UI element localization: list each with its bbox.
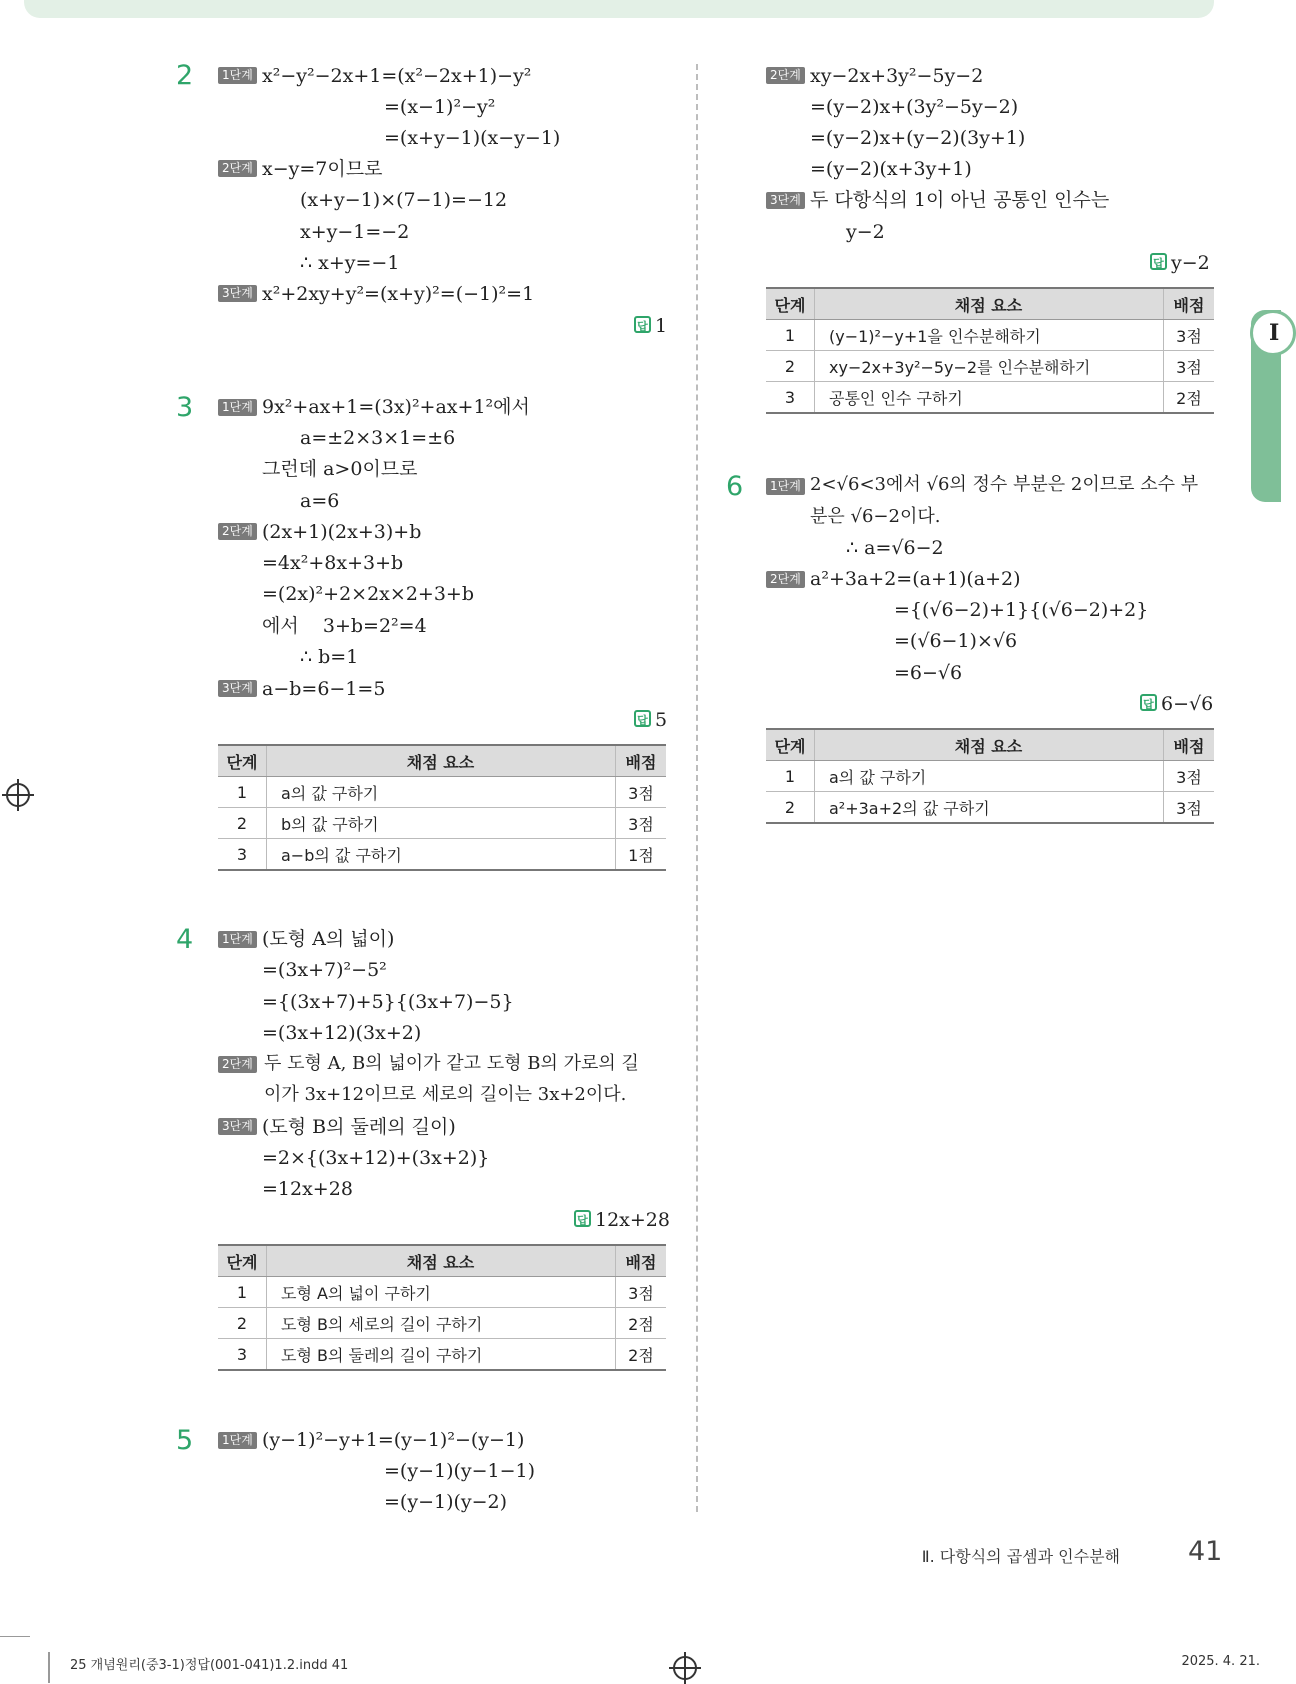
cell-criteria: a−b의 값 구하기: [267, 839, 616, 871]
registration-mark-icon: [673, 1656, 697, 1680]
answer-value: 5: [655, 709, 668, 731]
scoring-table: [766, 728, 1214, 824]
problem-number: 6: [726, 471, 744, 502]
answer: [634, 708, 667, 732]
table-row: [218, 777, 666, 808]
header-step: 단계: [766, 288, 815, 320]
header-step: 단계: [218, 745, 267, 777]
cell-points: 2점: [616, 1339, 667, 1371]
problem-number: 4: [176, 924, 194, 955]
header-points: 배점: [1164, 729, 1215, 761]
solution-line: =(3x+7)²−5²: [262, 959, 387, 981]
answer-value: y−2: [1171, 252, 1210, 274]
table-row: [766, 761, 1214, 792]
cell-criteria: a²+3a+2의 값 구하기: [815, 792, 1164, 824]
table-row: [218, 1339, 666, 1371]
cell-points: 3점: [616, 808, 667, 839]
table-row: [766, 320, 1214, 351]
solution-line: (도형 A의 넓이): [262, 928, 395, 950]
cell-step: 2: [218, 1308, 267, 1339]
header-criteria: 채점 요소: [267, 745, 616, 777]
print-slug-filename: 25 개념원리(중3-1)정답(001-041)1.2.indd 41: [70, 1658, 349, 1673]
header-step: 단계: [766, 729, 815, 761]
solution-line: =2×{(3x+12)+(3x+2)}: [262, 1147, 490, 1169]
cell-criteria: 도형 B의 세로의 길이 구하기: [267, 1308, 616, 1339]
step-badge: 2단계: [766, 571, 805, 588]
solution-line: x−y=7이므로: [262, 158, 383, 180]
solution-line: =(y−1)(y−1−1): [384, 1460, 536, 1482]
scoring-table: [766, 287, 1214, 414]
footer-section-title: Ⅱ. 다항식의 곱셈과 인수분해: [921, 1547, 1120, 1566]
cell-points: 3점: [1164, 320, 1215, 351]
header-step: 단계: [218, 1245, 267, 1277]
cell-step: 2: [766, 351, 815, 382]
header-criteria: 채점 요소: [815, 729, 1164, 761]
step-badge: 1단계: [218, 67, 257, 84]
solution-line: xy−2x+3y²−5y−2: [810, 65, 984, 87]
cell-step: 2: [218, 808, 267, 839]
step-badge: 3단계: [218, 1118, 257, 1135]
step-badge: 3단계: [218, 680, 257, 697]
table-row: [766, 351, 1214, 382]
solution-line: a²+3a+2=(a+1)(a+2): [810, 568, 1021, 590]
cell-criteria: a의 값 구하기: [267, 777, 616, 808]
answer-value: 6−√6: [1161, 693, 1214, 715]
step-badge: 1단계: [766, 478, 805, 495]
scoring-table: [218, 1244, 666, 1371]
answer-icon: 답: [634, 316, 651, 333]
solution-line: a=6: [300, 490, 340, 512]
cell-criteria: 도형 A의 넓이 구하기: [267, 1277, 616, 1308]
cell-step: 1: [218, 1277, 267, 1308]
cell-criteria: a의 값 구하기: [815, 761, 1164, 792]
header-points: 배점: [616, 745, 667, 777]
cell-step: 1: [218, 777, 267, 808]
solution-line: =(y−1)(y−2): [384, 1491, 508, 1513]
answer: [634, 314, 667, 338]
cell-criteria: 공통인 인수 구하기: [815, 382, 1164, 414]
solution-line: =(3x+12)(3x+2): [262, 1022, 422, 1044]
table-row: [766, 792, 1214, 824]
solution-line: x²−y²−2x+1=(x²−2x+1)−y²: [262, 65, 532, 87]
crop-mark: [48, 1652, 50, 1683]
cell-step: 3: [218, 839, 267, 871]
answer-icon: 답: [634, 710, 651, 727]
cell-criteria: 도형 B의 둘레의 길이 구하기: [267, 1339, 616, 1371]
table-row: [766, 382, 1214, 414]
solution-line: ∴ a=√6−2: [846, 537, 944, 559]
solution-line: =12x+28: [262, 1178, 353, 1200]
cell-step: 3: [766, 382, 815, 414]
problem-number: 3: [176, 392, 194, 423]
answer: [1150, 251, 1210, 275]
step-badge: 1단계: [218, 931, 257, 948]
cell-points: 3점: [1164, 761, 1215, 792]
table-row: [218, 1277, 666, 1308]
problem-number: 5: [176, 1425, 194, 1456]
solution-line: =(2x)²+2×2x×2+3+b: [262, 583, 474, 605]
solution-line: 에서 3+b=2²=4: [262, 615, 427, 637]
cell-points: 2점: [616, 1308, 667, 1339]
header-criteria: 채점 요소: [815, 288, 1164, 320]
solution-line: (x+y−1)×(7−1)=−12: [300, 189, 508, 211]
table-row: [218, 808, 666, 839]
answer: [574, 1208, 670, 1232]
cell-criteria: xy−2x+3y²−5y−2를 인수분해하기: [815, 351, 1164, 382]
table-row: [218, 839, 666, 871]
print-slug-date: 2025. 4. 21.: [1181, 1654, 1260, 1669]
step-badge: 2단계: [218, 1056, 257, 1073]
solution-line: ={(√6−2)+1}{(√6−2)+2}: [894, 599, 1149, 621]
cell-points: 3점: [1164, 792, 1215, 824]
solution-line: 분은 √6−2이다.: [810, 506, 941, 527]
solution-line: ∴ b=1: [300, 646, 359, 668]
chapter-side-tab-label: I: [1250, 310, 1296, 356]
cell-criteria: b의 값 구하기: [267, 808, 616, 839]
solution-line: y−2: [846, 221, 885, 243]
cell-step: 1: [766, 761, 815, 792]
cell-step: 2: [766, 792, 815, 824]
cell-points: 2점: [1164, 382, 1215, 414]
answer-icon: 답: [1140, 694, 1157, 711]
solution-line: 9x²+ax+1=(3x)²+ax+1²에서: [262, 396, 530, 418]
solution-line: x²+2xy+y²=(x+y)²=(−1)²=1: [262, 283, 535, 305]
solution-line: x+y−1=−2: [300, 221, 410, 243]
cell-points: 3점: [1164, 351, 1215, 382]
step-badge: 2단계: [218, 523, 257, 540]
solution-line: ∴ x+y=−1: [300, 252, 400, 274]
solution-line: (도형 B의 둘레의 길이): [262, 1116, 456, 1138]
table-row: [218, 1308, 666, 1339]
step-badge: 1단계: [218, 1432, 257, 1449]
solution-line: a−b=6−1=5: [262, 678, 386, 700]
solution-line: 이가 3x+12이므로 세로의 길이는 3x+2이다.: [264, 1084, 627, 1105]
scoring-table: [218, 744, 666, 871]
step-badge: 3단계: [218, 285, 257, 302]
solution-line: =(√6−1)×√6: [894, 630, 1018, 652]
header-points: 배점: [1164, 288, 1215, 320]
solution-line: (2x+1)(2x+3)+b: [262, 521, 422, 543]
solution-line: =6−√6: [894, 662, 963, 684]
solution-line: =(y−2)(x+3y+1): [810, 158, 972, 180]
answer-icon: 답: [574, 1210, 591, 1227]
page-number: 41: [1188, 1536, 1223, 1567]
solution-line: =(x−1)²−y²: [384, 96, 496, 118]
step-badge: 2단계: [766, 67, 805, 84]
cell-criteria: (y−1)²−y+1을 인수분해하기: [815, 320, 1164, 351]
step-badge: 1단계: [218, 399, 257, 416]
cell-points: 3점: [616, 1277, 667, 1308]
answer-value: 1: [655, 315, 668, 337]
header-points: 배점: [616, 1245, 667, 1277]
cell-step: 1: [766, 320, 815, 351]
problem-number: 2: [176, 60, 194, 91]
cell-points: 1점: [616, 839, 667, 871]
column-divider: [696, 64, 698, 1512]
step-badge: 2단계: [218, 160, 257, 177]
solution-line: =(y−2)x+(y−2)(3y+1): [810, 127, 1026, 149]
solution-line: a=±2×3×1=±6: [300, 427, 456, 449]
answer: [1140, 692, 1213, 716]
solution-line: (y−1)²−y+1=(y−1)²−(y−1): [262, 1429, 525, 1451]
solution-line: 두 다항식의 1이 아닌 공통인 인수는: [810, 189, 1110, 211]
top-banner: [24, 0, 1214, 18]
solution-line: 두 도형 A, B의 넓이가 같고 도형 B의 가로의 길: [264, 1053, 639, 1074]
step-badge: 3단계: [766, 192, 805, 209]
solution-line: ={(3x+7)+5}{(3x+7)−5}: [262, 991, 514, 1013]
solution-line: 2<√6<3에서 √6의 정수 부분은 2이므로 소수 부: [810, 474, 1199, 495]
solution-line: =(x+y−1)(x−y−1): [384, 127, 561, 149]
answer-icon: 답: [1150, 253, 1167, 270]
cell-points: 3점: [616, 777, 667, 808]
solution-line: =(y−2)x+(3y²−5y−2): [810, 96, 1019, 118]
crop-mark: [0, 1636, 30, 1637]
solution-line: 그런데 a>0이므로: [262, 458, 418, 480]
cell-step: 3: [218, 1339, 267, 1371]
header-criteria: 채점 요소: [267, 1245, 616, 1277]
answer-value: 12x+28: [595, 1209, 670, 1231]
registration-mark-icon: [6, 783, 30, 807]
solution-line: =4x²+8x+3+b: [262, 552, 404, 574]
